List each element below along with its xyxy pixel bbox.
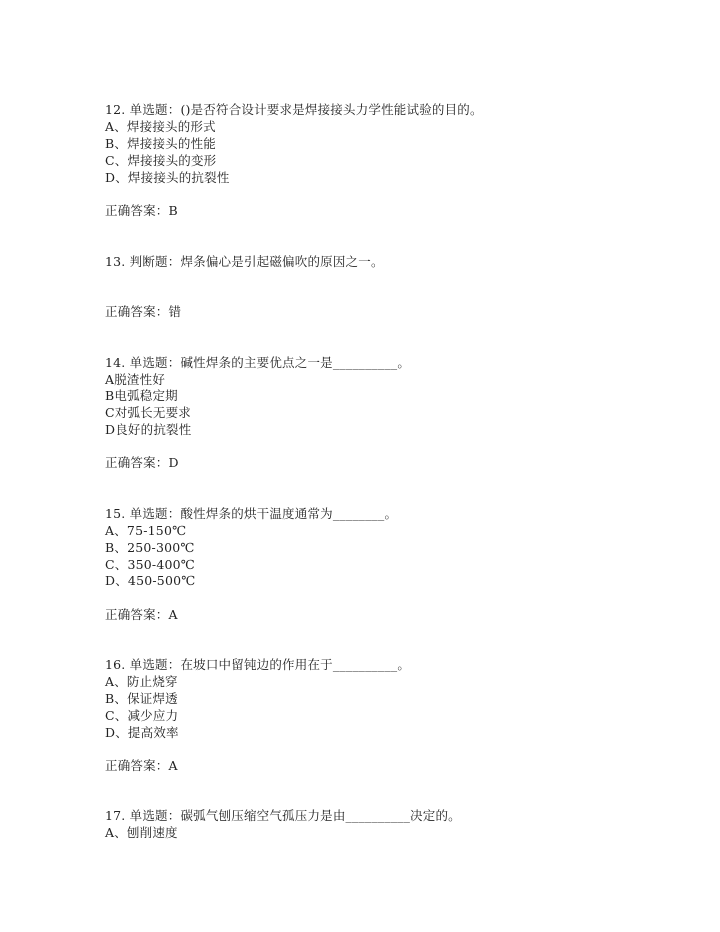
question-14-stem: 14. 单选题：碱性焊条的主要优点之一是__________。 bbox=[105, 355, 411, 370]
question-14-option-b: B电弧稳定期 bbox=[105, 388, 178, 403]
question-13-answer: 正确答案：错 bbox=[105, 304, 182, 319]
question-12-option-d: D、焊接接头的抗裂性 bbox=[105, 170, 230, 185]
question-12-option-a: A、焊接接头的形式 bbox=[105, 119, 216, 134]
question-13-stem: 13. 判断题：焊条偏心是引起磁偏吹的原因之一。 bbox=[105, 254, 384, 269]
question-16-option-d: D、提高效率 bbox=[105, 725, 179, 740]
question-17-stem: 17. 单选题：碳弧气刨压缩空气孤压力是由__________决定的。 bbox=[105, 808, 461, 823]
question-15-option-a: A、75-150℃ bbox=[105, 523, 187, 538]
question-15-option-b: B、250-300℃ bbox=[105, 540, 195, 555]
question-16-option-b: B、保证焊透 bbox=[105, 691, 178, 706]
question-17-option-a: A、刨削速度 bbox=[105, 825, 178, 840]
question-15-option-d: D、450-500℃ bbox=[105, 573, 196, 588]
question-14-answer: 正确答案：D bbox=[105, 455, 179, 470]
question-16-answer: 正确答案：A bbox=[105, 758, 178, 773]
question-14-option-a: A脱渣性好 bbox=[105, 372, 166, 387]
question-15-answer: 正确答案：A bbox=[105, 607, 178, 622]
question-16-option-c: C、减少应力 bbox=[105, 708, 179, 723]
question-15-stem: 15. 单选题：酸性焊条的烘干温度通常为________。 bbox=[105, 506, 398, 521]
question-12-stem: 12. 单选题：()是否符合设计要求是焊接接头力学性能试验的目的。 bbox=[105, 102, 483, 117]
question-14-option-c: C对弧长无要求 bbox=[105, 405, 191, 420]
question-12-option-c: C、焊接接头的变形 bbox=[105, 153, 217, 168]
question-16-stem: 16. 单选题：在坡口中留钝边的作用在于__________。 bbox=[105, 657, 411, 672]
question-14-option-d: D良好的抗裂性 bbox=[105, 422, 192, 437]
question-15-option-c: C、350-400℃ bbox=[105, 557, 195, 572]
question-16-option-a: A、防止烧穿 bbox=[105, 674, 178, 689]
question-12-option-b: B、焊接接头的性能 bbox=[105, 136, 216, 151]
question-12-answer: 正确答案：B bbox=[105, 203, 178, 218]
